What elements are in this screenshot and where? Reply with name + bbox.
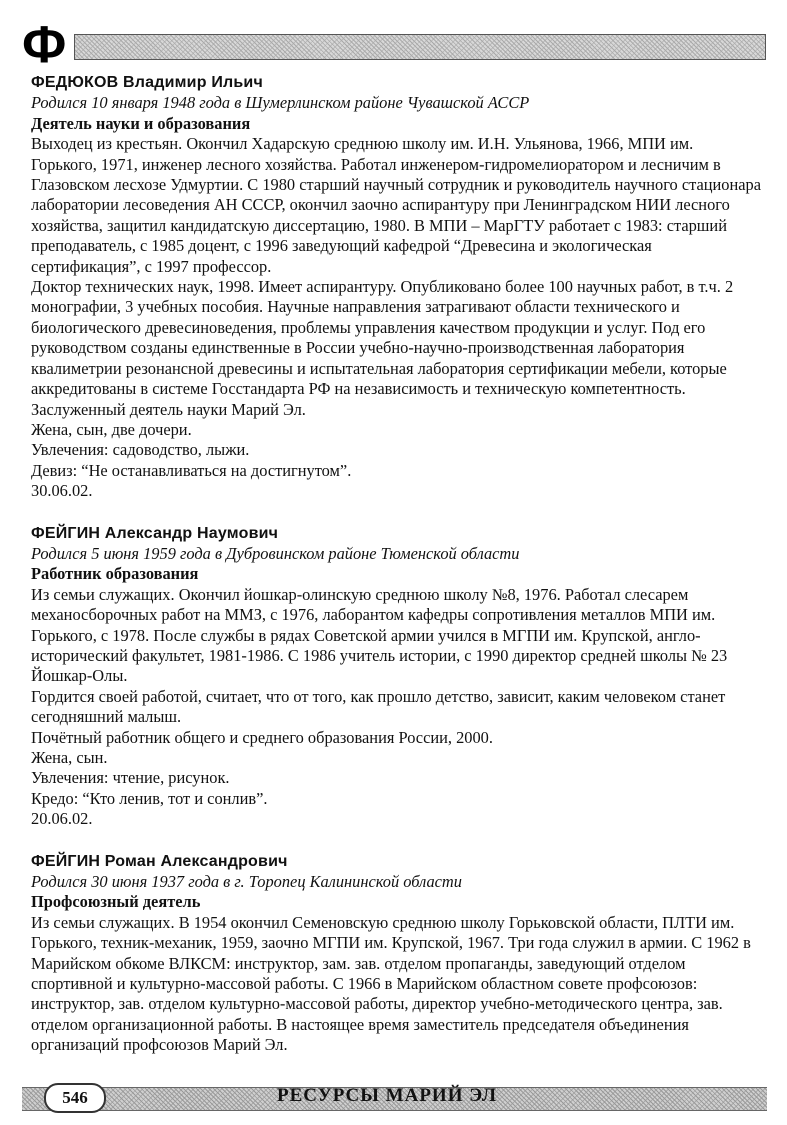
entry-birth: Родился 5 июня 1959 года в Дубровинском районе Тюменской области (31, 543, 520, 563)
entry-role: Деятель науки и образования (31, 113, 251, 133)
footer-title: РЕСУРСЫ МАРИЙ ЭЛ (277, 1085, 498, 1106)
entry-role: Работник образования (31, 564, 199, 584)
entry (31, 524, 761, 830)
entry-paragraph: Девиз: “Не останавливаться на достигнутом”. (31, 460, 352, 480)
entry-paragraph: Увлечения: чтение, рисунок. (31, 768, 230, 788)
page-number: 546 (44, 1083, 106, 1113)
entry-birth: Родился 30 июня 1937 года в г. Торопец Калининской области (31, 872, 462, 892)
entry-name: ФЕЙГИН Александр Наумович (31, 524, 279, 542)
entry-role: Профсоюзный деятель (31, 892, 201, 912)
entry-name: ФЕЙГИН Роман Александрович (31, 852, 288, 870)
page-header (22, 16, 767, 74)
page-footer (22, 1081, 767, 1115)
section-letter: Ф (22, 16, 67, 74)
entry-date: 20.06.02. (31, 809, 93, 829)
entry-paragraph: Из семьи служащих. Окончил йошкар-олинскую среднюю школу №8, 1976. Работал слесарем механосборочных работ на ММЗ, с 1976, лаборантом кафедры сопротивления металлов МПИ им. Горького, с 1978. После службы в рядах Советской армии учился в МГПИ им. Крупской, англо-исторический факультет, 1981-1986. С 1986 учитель истории, с 1990 директор средней школы № 23 Йошкар-Олы. (31, 584, 728, 686)
entry-paragraph: Заслуженный деятель науки Марий Эл. (31, 399, 306, 419)
entry-paragraph: Почётный работник общего и среднего образования России, 2000. (31, 727, 493, 747)
header-decorative-band (74, 34, 766, 60)
entry-date: 30.06.02. (31, 481, 93, 501)
entry-paragraph: Доктор технических наук, 1998. Имеет аспирантуру. Опубликовано более 100 научных работ, в т.ч. 2 монографии, 3 учебных пособия. Научные направления затрагивают области технического и биологического древесиноведения, проблемы управления качеством продукции и услуг. Под его руководством созданы единственные в России учебно-научно-производственная лаборатория квалиметрии резонансной древесины и испытательная лаборатория сертификации мебели, которые аккредитованы в системе Госстандарта РФ на независимость и техническую компетентность. (31, 277, 734, 399)
entry-paragraph: Выходец из крестьян. Окончил Хадарскую среднюю школу им. И.Н. Ульянова, 1966, МПИ им. Горького, 1971, инженер лесного хозяйства. Работал инженером-гидромелиоратором и лесничим в Глазовском лесхозе Удмуртии. С 1980 старший научный сотрудник и руководитель научного стационара лаборатории лесоведения АН СССР, окончил заочно аспирантуру при Ленинградском НИИ лесного хозяйства, защитил кандидатскую диссертацию, 1980. В МПИ – МарГТУ работает с 1983: старший преподаватель, с 1985 доцент, с 1996 заведующий кафедрой “Древесина и экологическая сертификация”, с 1997 профессор. (31, 134, 762, 276)
content (31, 73, 761, 1078)
entry (31, 73, 761, 502)
entry-paragraph: Кредо: “Кто ленив, тот и сонлив”. (31, 788, 268, 808)
entry-paragraph: Жена, сын. (31, 748, 108, 767)
entry-birth: Родился 10 января 1948 года в Шумерлинском районе Чувашской АССР (31, 93, 530, 113)
entry (31, 852, 761, 1056)
entry-paragraph: Жена, сын, две дочери. (31, 419, 192, 439)
entry-paragraph: Гордится своей работой, считает, что от того, как прошло детство, зависит, каким человеком станет сегодняшний малыш. (31, 686, 726, 727)
entry-paragraph: Из семьи служащих. В 1954 окончил Семеновскую среднюю школу Горьковской области, ПЛТИ им. Горького, техник-механик, 1959, заочно МГПИ им. Крупской, 1967. Три года служил в армии. С 1962 в Марийском обкоме ВЛКСМ: инструктор, зам. зав. отделом пропаганды, заведующий отделом спортивной и культурно-массовой работы. С 1966 в Марийском областном совете профсоюзов: инструктор, зав. отделом культурно-массовой работы, директор учебно-методического центра, зав. отделом организационной работы. В настоящее время заместитель председателя объединения организаций профсоюзов Марий Эл. (31, 912, 751, 1055)
entry-paragraph: Увлечения: садоводство, лыжи. (31, 440, 250, 460)
entry-name: ФЕДЮКОВ Владимир Ильич (31, 74, 263, 91)
